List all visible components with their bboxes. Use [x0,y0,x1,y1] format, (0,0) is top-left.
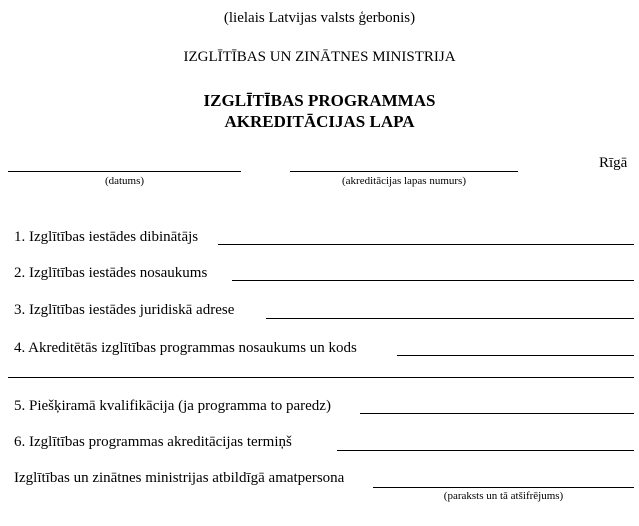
field-qualification-label: 5. Piešķiramā kvalifikācija (ja programma to paredz) [14,398,331,414]
field-program-name-code-label: 4. Akreditētās izglītības programmas nosaukums un kods [14,340,357,356]
field-program-name-code-line[interactable] [397,355,634,356]
date-line[interactable] [8,171,241,172]
field-legal-address-label: 3. Izglītības iestādes juridiskā adrese [14,302,235,318]
place-text: Rīgā [599,155,628,171]
title-line-2: AKREDITĀCIJAS LAPA [224,112,415,131]
field-qualification-line[interactable] [360,413,634,414]
coat-of-arms-note: (lielais Latvijas valsts ģerbonis) [223,10,416,26]
field-accreditation-term-label: 6. Izglītības programmas akreditācijas termiņš [14,434,292,450]
title-line-1: IZGLĪTĪBAS PROGRAMMAS [203,91,436,110]
field-accreditation-term-line[interactable] [337,450,634,451]
signature-official-label: Izglītības un zinātnes ministrijas atbildīgā amatpersona [14,470,345,486]
field-legal-address-line[interactable] [266,318,634,319]
accreditation-number-line[interactable] [290,171,518,172]
field-founder-line[interactable] [218,244,634,245]
field-institution-name-line[interactable] [232,280,634,281]
field-program-name-code-line-2[interactable] [8,377,634,378]
date-caption: (datums) [104,175,145,187]
field-institution-name-label: 2. Izglītības iestādes nosaukums [14,265,208,281]
ministry-name: IZGLĪTĪBAS UN ZINĀTNES MINISTRIJA [183,49,456,65]
document-title [0,90,639,132]
accreditation-number-caption: (akreditācijas lapas numurs) [341,175,466,187]
field-founder-label: 1. Izglītības iestādes dibinātājs [14,229,199,245]
signature-caption: (paraksts un tā atšifrējums) [443,490,564,502]
signature-line[interactable] [373,487,634,488]
